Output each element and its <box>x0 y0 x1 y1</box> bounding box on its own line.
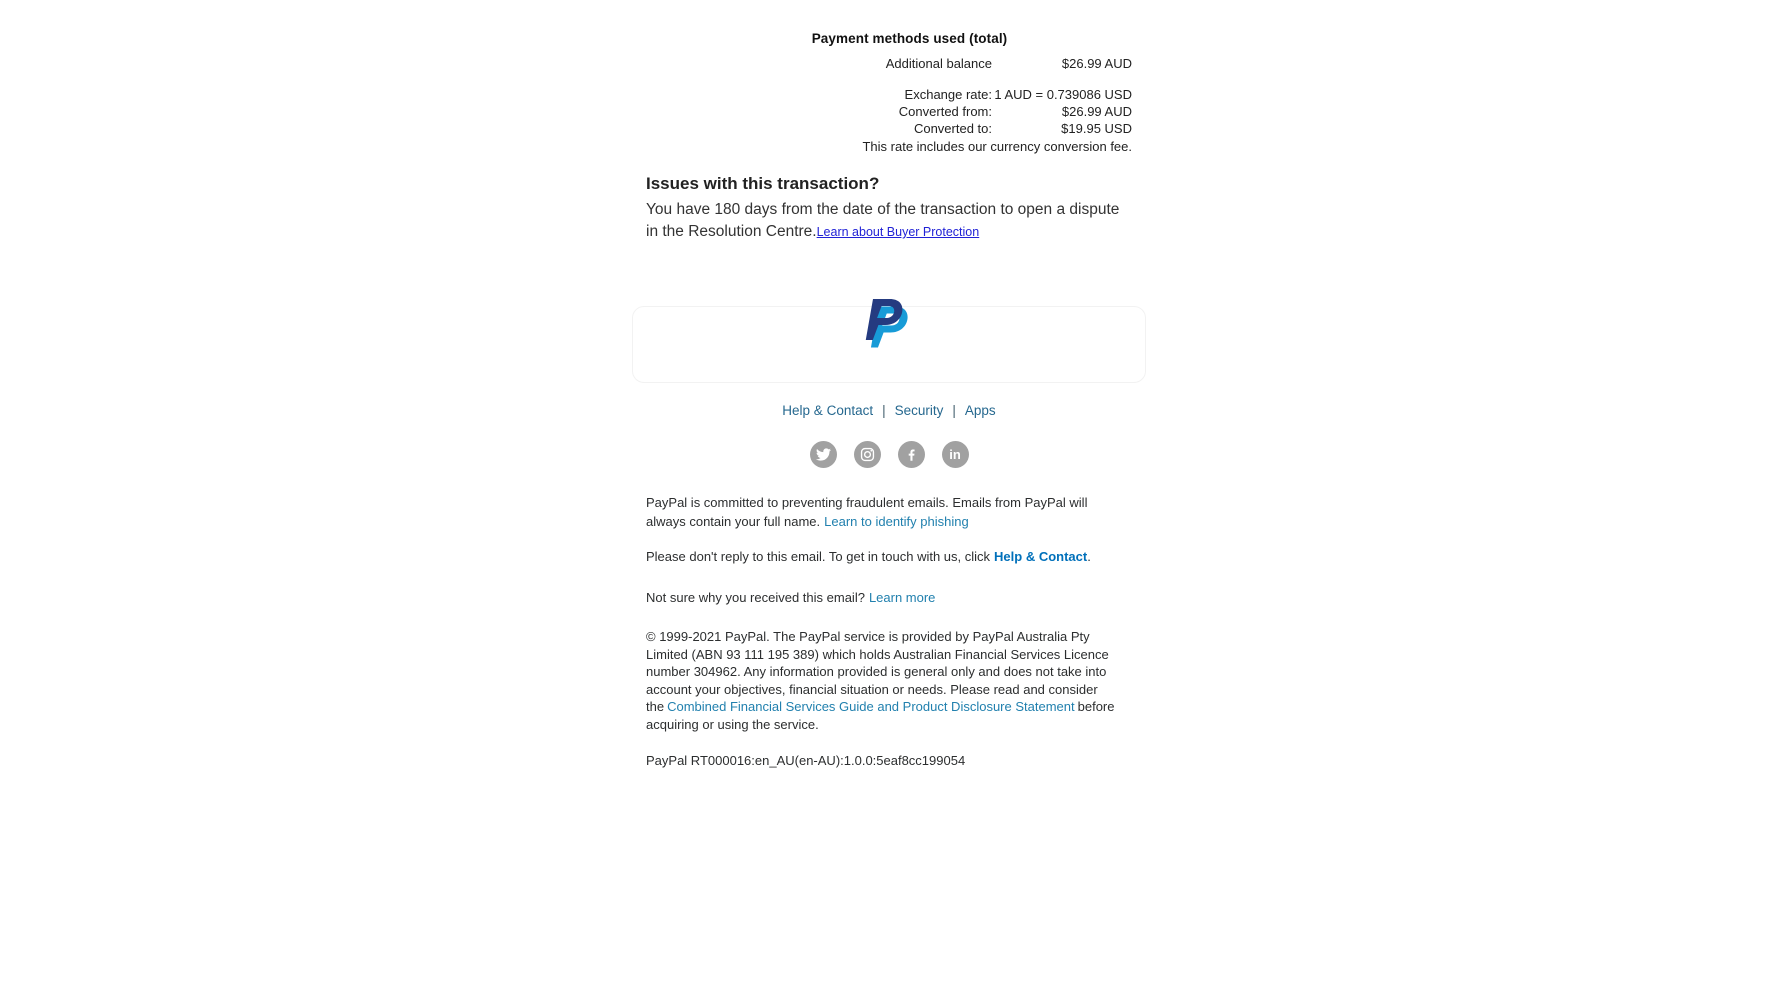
payment-row-label: Converted to: <box>913 121 992 136</box>
payment-row-converted-from <box>687 103 1132 120</box>
email-body <box>646 0 1132 768</box>
issues-body-text <box>646 199 1128 243</box>
spacer <box>687 72 1132 86</box>
payment-row-value: $26.99 AUD <box>1061 104 1132 119</box>
learn-more-link[interactable]: Learn more <box>868 590 936 605</box>
conversion-fee-note: This rate includes our currency conversion fee. <box>862 139 1132 154</box>
payment-row-label: Converted from: <box>898 104 992 119</box>
no-reply-text: Please don't reply to this email. To get in touch with us, click <box>646 549 991 564</box>
payment-row-value: $19.95 USD <box>1061 121 1132 136</box>
no-reply-paragraph <box>646 547 1132 566</box>
payment-methods-title: Payment methods used (total) <box>811 31 1008 46</box>
buyer-protection-link[interactable]: Learn about Buyer Protection <box>816 225 980 239</box>
nav-separator: | <box>882 403 886 418</box>
payment-row-converted-to <box>687 120 1132 137</box>
nav-link-security[interactable]: Security <box>894 403 944 418</box>
no-reply-suffix: . <box>1087 549 1091 564</box>
instagram-icon[interactable] <box>854 441 881 468</box>
identify-phishing-link[interactable]: Learn to identify phishing <box>824 514 969 529</box>
social-icons-row <box>646 441 1132 468</box>
not-sure-text: Not sure why you received this email? <box>646 590 865 605</box>
nav-separator: | <box>952 403 956 418</box>
issues-heading: Issues with this transaction? <box>646 174 880 193</box>
not-sure-paragraph <box>646 588 1132 607</box>
phishing-text: PayPal is committed to preventing fraudulent emails. Emails from PayPal will always contain your full name. <box>646 495 1088 529</box>
payment-row-additional-balance <box>687 55 1132 72</box>
payment-methods-section <box>687 31 1132 155</box>
legal-paragraph <box>646 628 1130 733</box>
footer-nav <box>646 402 1132 420</box>
facebook-icon[interactable] <box>898 441 925 468</box>
linkedin-icon[interactable] <box>942 441 969 468</box>
financial-services-guide-link[interactable]: Combined Financial Services Guide and Product Disclosure Statement <box>667 699 1075 714</box>
paypal-logo-icon <box>864 298 914 356</box>
phishing-paragraph <box>646 493 1128 531</box>
logo-card <box>632 306 1146 383</box>
nav-link-apps[interactable]: Apps <box>964 403 996 418</box>
help-contact-link[interactable]: Help & Contact <box>994 549 1088 564</box>
payment-row-value: $26.99 AUD <box>1061 56 1132 71</box>
email-reference-code: PayPal RT000016:en_AU(en-AU):1.0.0:5eaf8cc199054 <box>646 753 966 768</box>
payment-row-exchange-rate <box>687 86 1132 103</box>
legal-text-before: © 1999-2021 PayPal. The PayPal service is provided by PayPal Australia Pty Limited (ABN 93 111 195 389) which holds Australian Financial Services Licence number 304962. Any information provided is general only and does not take into account your objectives, financial situation or needs. Please read and consider the <box>646 629 1109 714</box>
payment-row-label: Additional balance <box>885 56 992 71</box>
nav-link-help-contact[interactable]: Help & Contact <box>782 403 874 418</box>
twitter-icon[interactable] <box>810 441 837 468</box>
issues-section <box>646 173 1132 243</box>
payment-row-value: 1 AUD = 0.739086 USD <box>994 87 1132 102</box>
issues-body-text-span: You have 180 days from the date of the transaction to open a dispute in the Resolution Centre. <box>646 201 1120 240</box>
legal-text-after: before acquiring or using the service. <box>646 699 1115 732</box>
linkedin-glyph: in <box>949 447 961 462</box>
payment-row-label: Exchange rate: <box>904 87 992 102</box>
